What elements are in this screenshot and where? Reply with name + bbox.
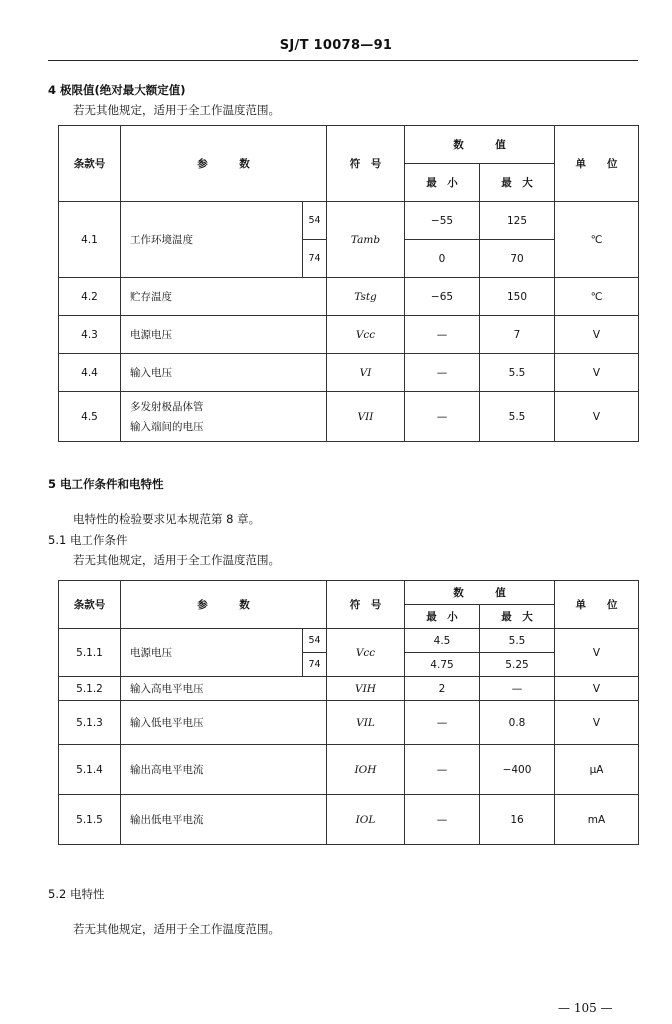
param-cell: 输入电压: [121, 354, 327, 392]
max-cell: 70: [480, 240, 555, 278]
table-row: [59, 354, 639, 392]
series-74: 74: [303, 240, 327, 278]
unit-cell: V: [555, 677, 639, 701]
operating-conditions-table: [58, 580, 639, 845]
symbol-cell: VIL: [327, 701, 405, 745]
max-cell: 7: [480, 316, 555, 354]
param-cell: 工作环境温度: [121, 202, 303, 278]
param-cell: 输入低电平电压: [121, 701, 327, 745]
limits-table: [58, 125, 639, 442]
clause-cell: 4.4: [59, 354, 121, 392]
max-cell: 0.8: [480, 701, 555, 745]
min-cell: —: [405, 354, 480, 392]
max-cell: 5.5: [480, 629, 555, 653]
symbol-cell: VI: [327, 354, 405, 392]
unit-cell: V: [555, 316, 639, 354]
min-cell: —: [405, 392, 480, 442]
header-value: 数 值: [405, 126, 555, 164]
clause-cell: 5.1.4: [59, 745, 121, 795]
header-clause: 条款号: [59, 581, 121, 629]
max-cell: 16: [480, 795, 555, 845]
clause-cell: 4.1: [59, 202, 121, 278]
series-54: 54: [303, 202, 327, 240]
unit-cell: μA: [555, 745, 639, 795]
max-cell: −400: [480, 745, 555, 795]
section-5-2-note: 若无其他规定，适用于全工作温度范围。: [73, 922, 280, 936]
param-cell: 输出低电平电流: [121, 795, 327, 845]
section-5-intro: 电特性的检验要求见本规范第 8 章。: [73, 512, 261, 526]
section-5-1-note: 若无其他规定，适用于全工作温度范围。: [73, 553, 280, 567]
symbol-cell: Vcc: [327, 629, 405, 677]
header-clause: 条款号: [59, 126, 121, 202]
param-cell: [121, 392, 327, 442]
max-cell: 125: [480, 202, 555, 240]
symbol-cell: VII: [327, 392, 405, 442]
page-number: — 105 —: [558, 1001, 613, 1015]
max-cell: 5.5: [480, 392, 555, 442]
table-row: [59, 202, 639, 240]
param-cell: 输出高电平电流: [121, 745, 327, 795]
min-cell: 4.5: [405, 629, 480, 653]
series-54: 54: [303, 629, 327, 653]
table-row: [59, 392, 639, 442]
clause-cell: 4.2: [59, 278, 121, 316]
header-param: 参 数: [121, 581, 327, 629]
param-line-1: 多发射极晶体管: [130, 400, 204, 413]
clause-cell: 4.5: [59, 392, 121, 442]
max-cell: —: [480, 677, 555, 701]
unit-cell: mA: [555, 795, 639, 845]
max-cell: 150: [480, 278, 555, 316]
min-cell: −55: [405, 202, 480, 240]
header-param: 参 数: [121, 126, 327, 202]
symbol-cell: IOL: [327, 795, 405, 845]
series-74: 74: [303, 653, 327, 677]
symbol-cell: VIH: [327, 677, 405, 701]
symbol-cell: Vcc: [327, 316, 405, 354]
min-cell: 2: [405, 677, 480, 701]
min-cell: —: [405, 701, 480, 745]
header-max: 最 大: [480, 605, 555, 629]
min-cell: 4.75: [405, 653, 480, 677]
table-row: [59, 795, 639, 845]
param-line-2: 输入端间的电压: [130, 420, 204, 433]
param-cell: 输入高电平电压: [121, 677, 327, 701]
header-rule: [48, 60, 638, 61]
clause-cell: 5.1.1: [59, 629, 121, 677]
unit-cell: ℃: [555, 278, 639, 316]
header-unit: 单 位: [555, 126, 639, 202]
min-cell: —: [405, 745, 480, 795]
param-cell: 电源电压: [121, 629, 303, 677]
header-min: 最 小: [405, 605, 480, 629]
unit-cell: V: [555, 629, 639, 677]
unit-cell: V: [555, 701, 639, 745]
section-5-title: 5 电工作条件和电特性: [48, 477, 164, 491]
document-number: SJ/T 10078—91: [279, 38, 393, 53]
unit-cell: V: [555, 392, 639, 442]
section-4-note: 若无其他规定，适用于全工作温度范围。: [73, 103, 280, 117]
clause-cell: 5.1.2: [59, 677, 121, 701]
min-cell: —: [405, 795, 480, 845]
clause-cell: 5.1.3: [59, 701, 121, 745]
clause-cell: 5.1.5: [59, 795, 121, 845]
symbol-cell: IOH: [327, 745, 405, 795]
symbol-cell: Tstg: [327, 278, 405, 316]
table-row: [59, 629, 639, 653]
section-5-1-title: 5.1 电工作条件: [48, 533, 128, 547]
header-symbol: 符 号: [327, 581, 405, 629]
section-5-2-title: 5.2 电特性: [48, 887, 105, 901]
max-cell: 5.25: [480, 653, 555, 677]
table-row: [59, 278, 639, 316]
symbol-cell: Tamb: [327, 202, 405, 278]
header-symbol: 符 号: [327, 126, 405, 202]
header-min: 最 小: [405, 164, 480, 202]
section-4-title: 4 极限值(绝对最大额定值): [48, 83, 186, 97]
param-cell: 贮存温度: [121, 278, 327, 316]
min-cell: —: [405, 316, 480, 354]
table-row: [59, 745, 639, 795]
min-cell: −65: [405, 278, 480, 316]
header-unit: 单 位: [555, 581, 639, 629]
table-row: [59, 316, 639, 354]
header-value: 数 值: [405, 581, 555, 605]
clause-cell: 4.3: [59, 316, 121, 354]
min-cell: 0: [405, 240, 480, 278]
table-row: [59, 701, 639, 745]
table-row: [59, 677, 639, 701]
param-cell: 电源电压: [121, 316, 327, 354]
max-cell: 5.5: [480, 354, 555, 392]
unit-cell: ℃: [555, 202, 639, 278]
unit-cell: V: [555, 354, 639, 392]
header-max: 最 大: [480, 164, 555, 202]
